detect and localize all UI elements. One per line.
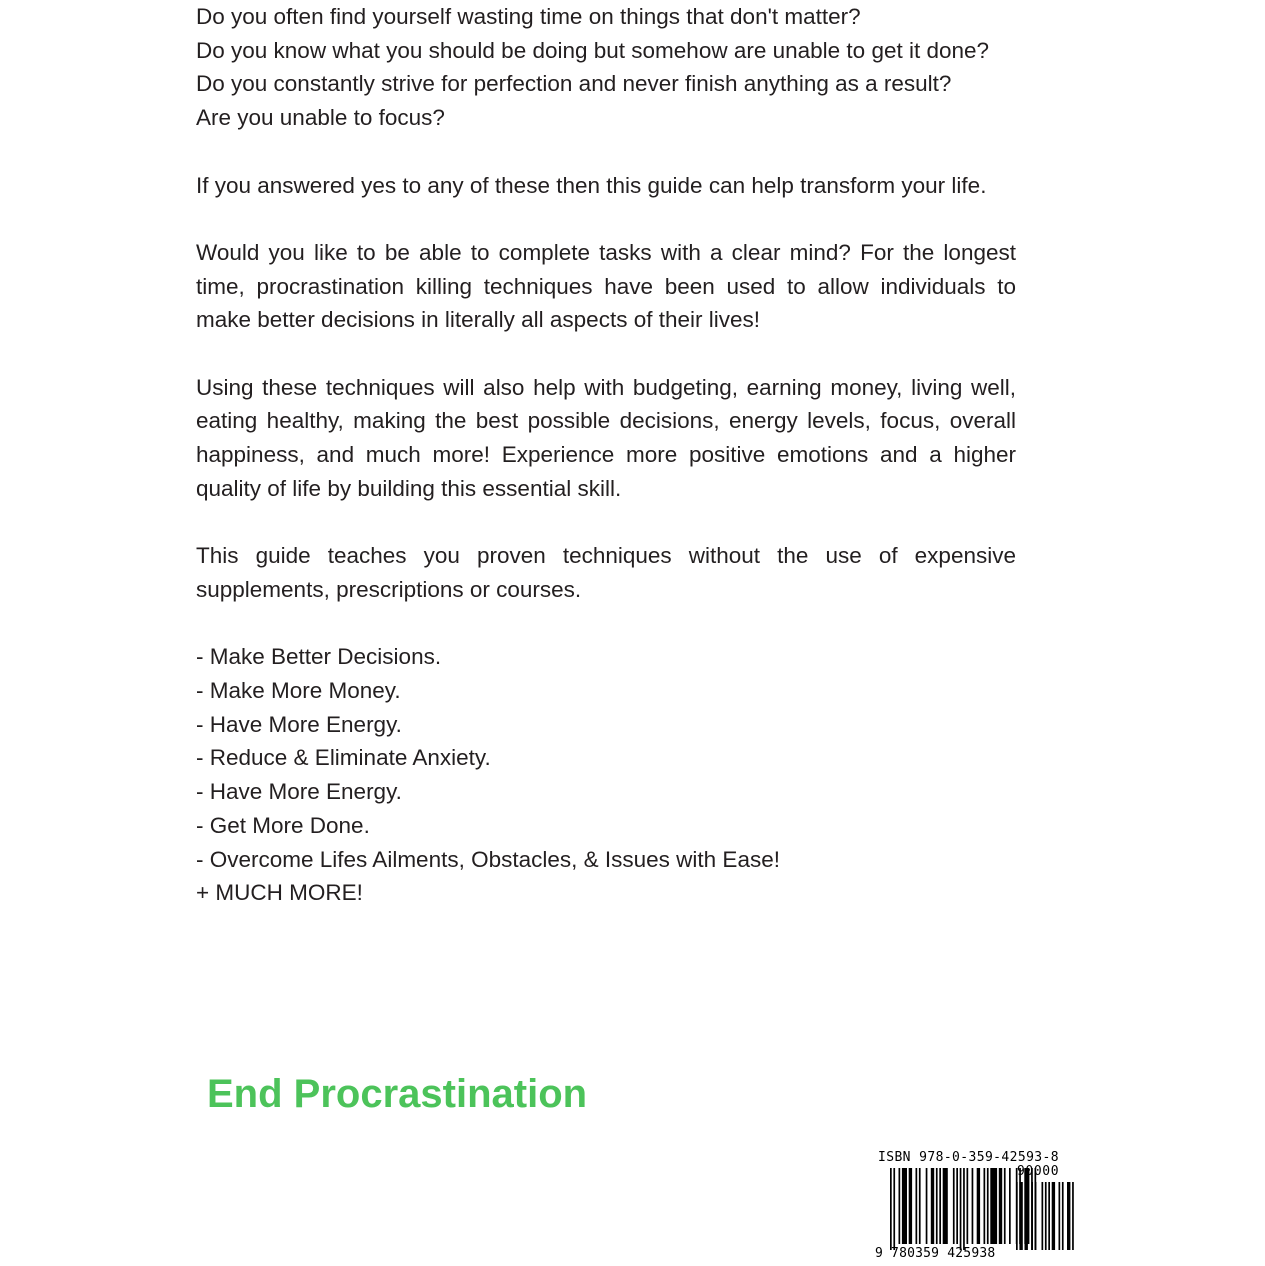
- barcode-bar: [953, 1168, 955, 1244]
- barcode-bar: [919, 1168, 921, 1244]
- paragraph-3: This guide teaches you proven techniques without the use of expensive supplements, prescriptions or courses.: [196, 543, 1016, 602]
- addon-bar: [1048, 1182, 1050, 1250]
- addon-code: 90000: [1017, 1164, 1060, 1179]
- barcode-bar: [977, 1168, 980, 1244]
- barcode-bar: [987, 1168, 989, 1244]
- back-cover-text: [196, 0, 1016, 910]
- barcode-bar: [1009, 1168, 1011, 1244]
- barcode-bar: [893, 1168, 895, 1250]
- isbn-barcode: [870, 1148, 1075, 1266]
- list-item: - Get More Done.: [196, 812, 370, 838]
- barcode-bar: [936, 1168, 938, 1244]
- barcode-bar: [960, 1168, 962, 1250]
- list-item: - Have More Energy.: [196, 779, 402, 805]
- list-item: - Make More Money.: [196, 677, 401, 703]
- barcode-bar: [909, 1168, 912, 1244]
- barcode-bar: [931, 1168, 934, 1244]
- question-1: Do you often find yourself wasting time on things that don't matter?: [196, 4, 861, 29]
- barcode-bar: [939, 1168, 941, 1244]
- addon-bar: [1067, 1182, 1070, 1250]
- barcode-bar: [899, 1168, 901, 1244]
- book-title: End Procrastination: [207, 1072, 588, 1116]
- addon-bar: [1059, 1182, 1061, 1250]
- ean-digits: 9 780359 425938: [875, 1246, 996, 1261]
- barcode-bar: [972, 1168, 974, 1244]
- addon-bar: [1072, 1182, 1074, 1250]
- addon-bar: [1062, 1182, 1064, 1250]
- list-item: + MUCH MORE!: [196, 880, 363, 906]
- addon-bar: [1025, 1182, 1028, 1250]
- question-3: Do you constantly strive for perfection and never finish anything as a result?: [196, 71, 952, 97]
- list-item: - Reduce & Eliminate Anxiety.: [196, 745, 491, 771]
- barcode-bar: [984, 1168, 986, 1244]
- barcode-bar: [890, 1168, 892, 1250]
- barcode-bar: [902, 1168, 907, 1244]
- benefits-list: [196, 640, 1016, 910]
- barcode-bar: [943, 1168, 948, 1244]
- isbn-label: ISBN 978-0-359-42593-8: [878, 1150, 1059, 1165]
- barcode-bar: [956, 1168, 958, 1244]
- paragraph-2: Using these techniques will also help with budgeting, earning money, living well, eating healthy, making the best possible decisions, energy levels, focus, overall happiness, and much more! Experience more positive emotions and a higher quality of life by building this essential skill.: [196, 374, 1016, 501]
- barcode-bar: [999, 1168, 1002, 1244]
- barcode-bar: [990, 1168, 997, 1244]
- question-4: Are you unable to focus?: [196, 105, 445, 131]
- barcode-bar: [963, 1168, 965, 1250]
- paragraph-1: Would you like to be able to complete tasks with a clear mind? For the longest time, procrastination killing techniques have been used to allow individuals to make better decisions in literally all aspects of their lives!: [196, 239, 1016, 333]
- addon-bar: [1031, 1182, 1033, 1250]
- addon-bar: [1019, 1182, 1022, 1250]
- barcode-bar: [967, 1168, 969, 1244]
- statement: If you answered yes to any of these then this guide can help transform your life.: [196, 172, 987, 198]
- addon-bar: [1035, 1182, 1037, 1250]
- addon-bar: [1052, 1182, 1055, 1250]
- barcode-bar: [1004, 1168, 1006, 1244]
- addon-bar: [1016, 1182, 1018, 1250]
- barcode-bar: [926, 1168, 928, 1244]
- addon-bar: [1045, 1182, 1047, 1250]
- list-item: - Make Better Decisions.: [196, 644, 442, 670]
- list-item: - Overcome Lifes Ailments, Obstacles, & Issues with Ease!: [196, 846, 780, 872]
- list-item: - Have More Energy.: [196, 711, 402, 737]
- barcode-bar: [916, 1168, 918, 1244]
- question-2: Do you know what you should be doing but somehow are unable to get it done?: [196, 37, 990, 63]
- addon-bar: [1042, 1182, 1044, 1250]
